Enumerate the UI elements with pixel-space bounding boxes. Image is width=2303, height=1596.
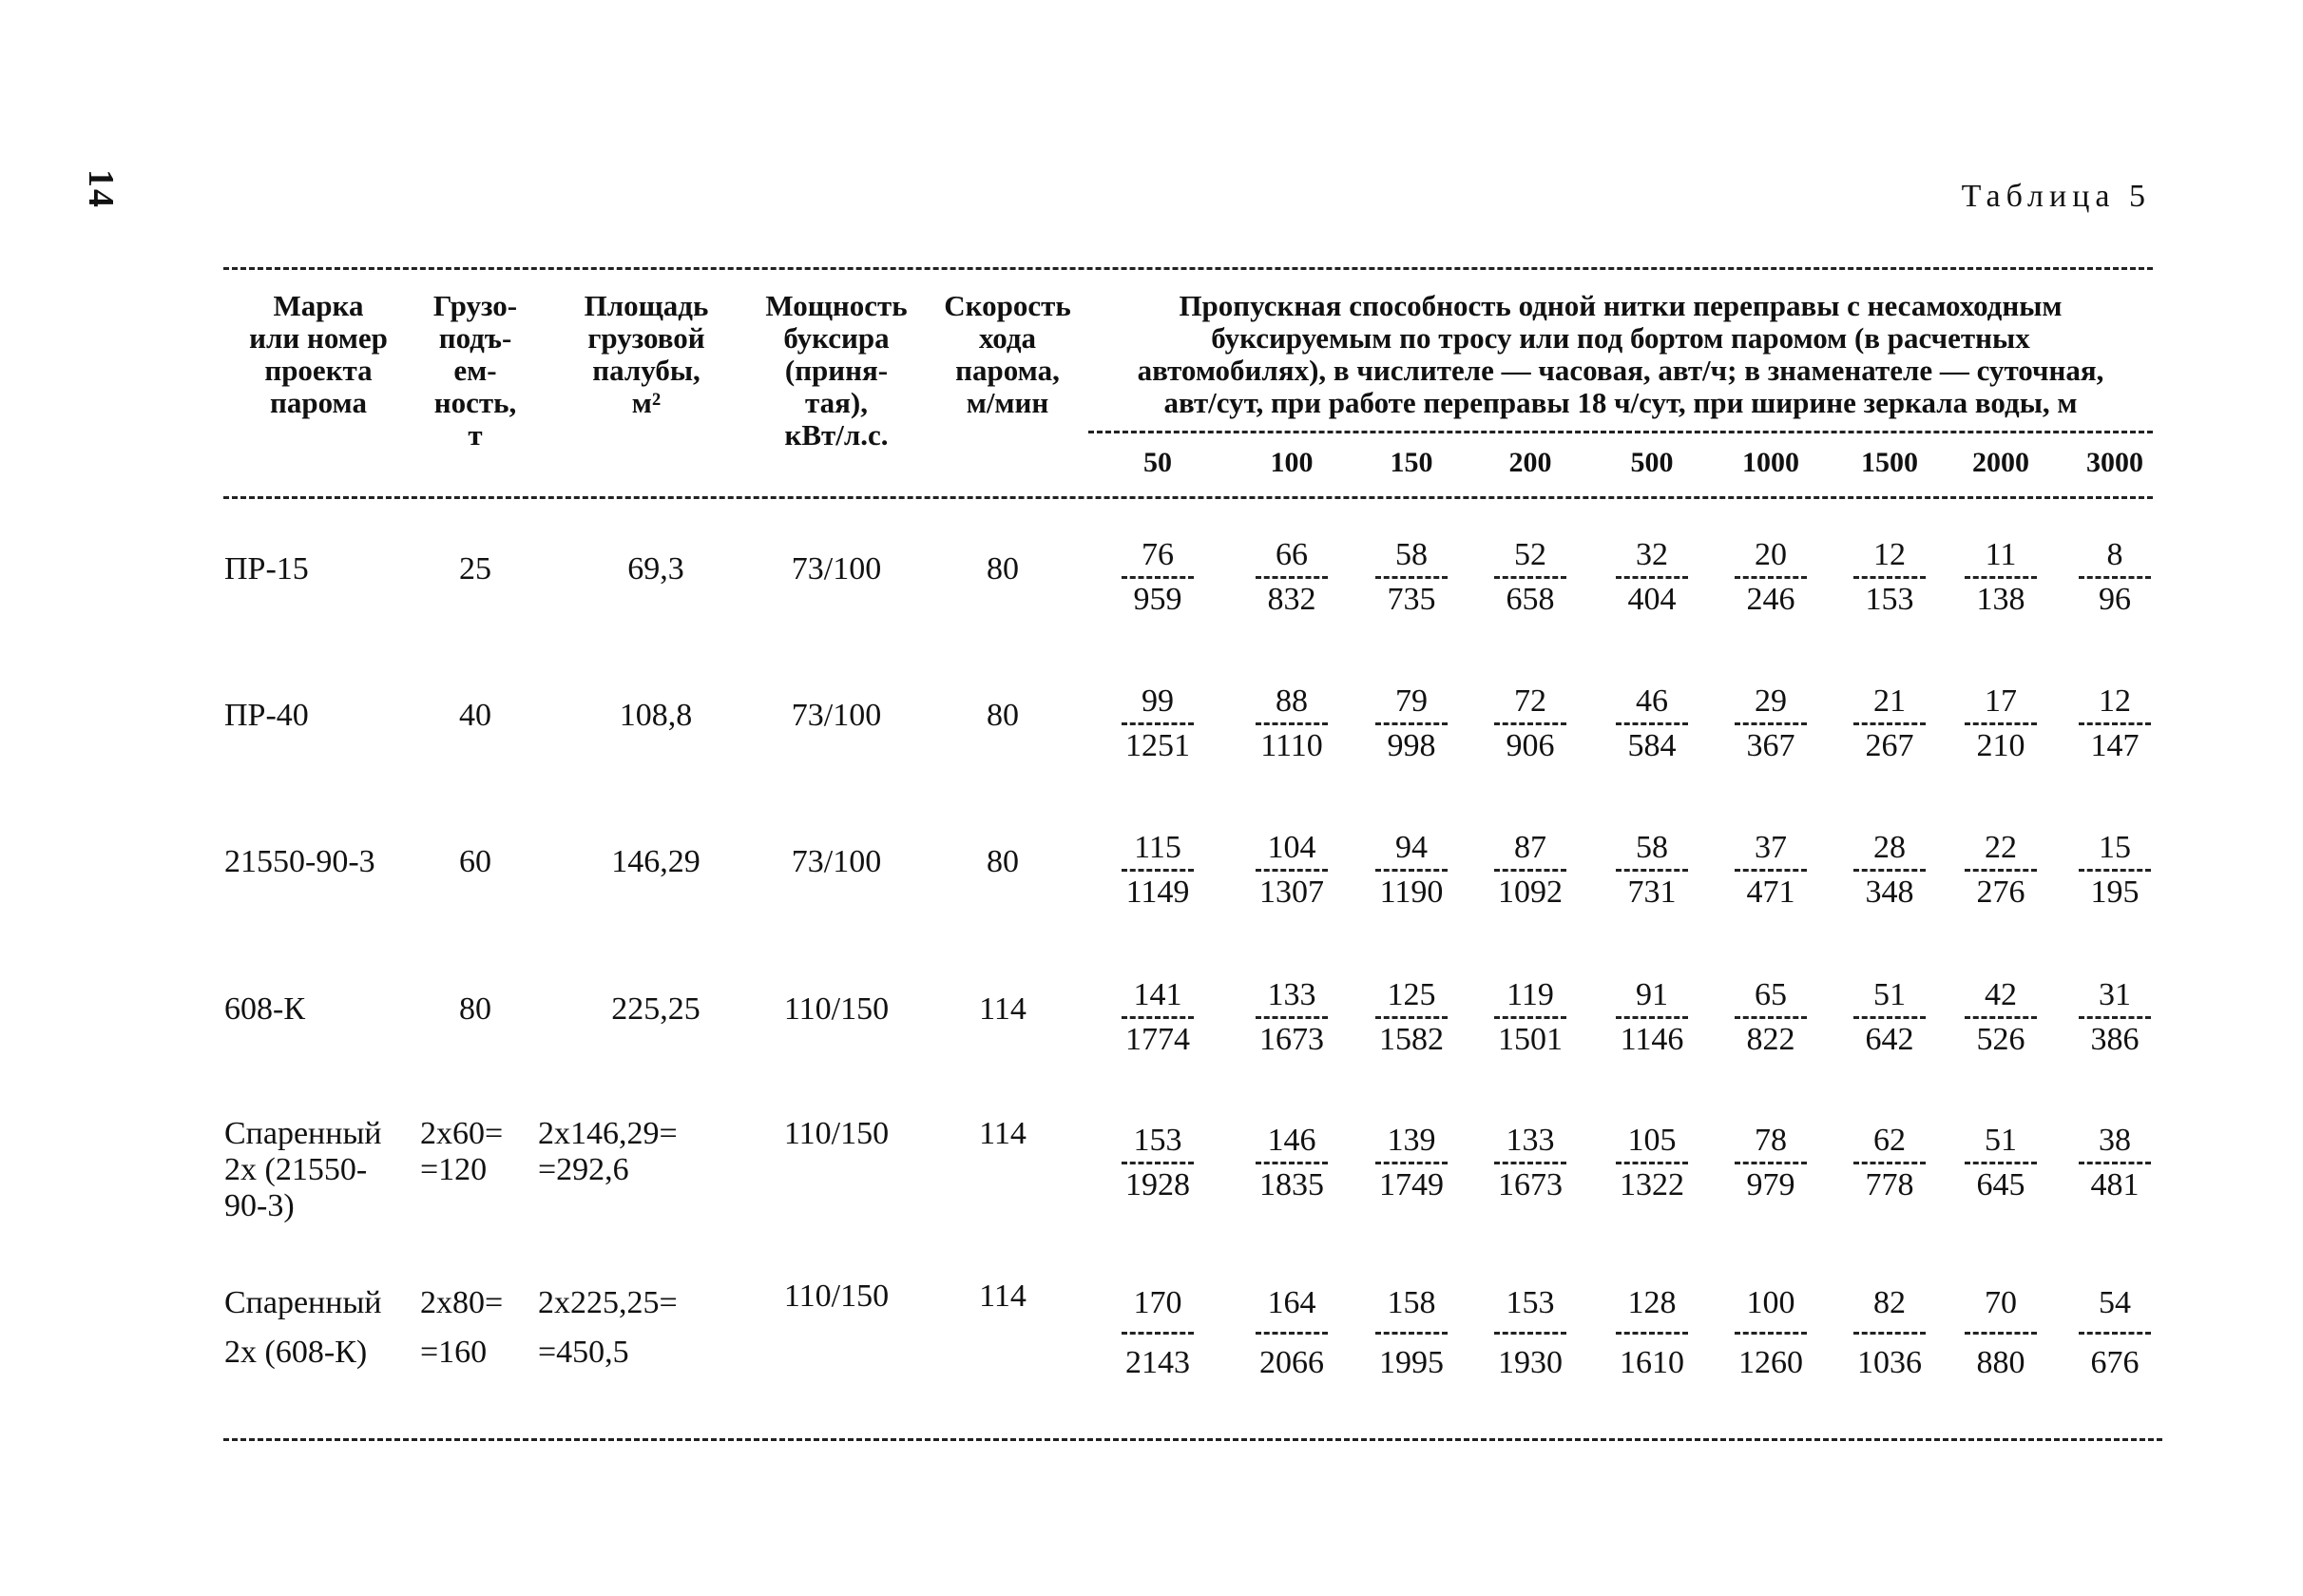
- bottom-rule: [223, 1438, 2162, 1441]
- hourly-value: 164: [1267, 1285, 1316, 1320]
- capacity-fraction: [1718, 1122, 1823, 1204]
- row-name: ПР-15: [224, 551, 309, 586]
- fraction-bar: [1256, 722, 1328, 725]
- fraction-bar: [1494, 1162, 1566, 1164]
- capacity-fraction: [1718, 1284, 1823, 1382]
- capacity-fraction: [1948, 829, 2053, 912]
- capacity-fraction: [1359, 829, 1464, 912]
- fraction-bar: [1375, 1016, 1448, 1019]
- daily-value: 210: [1976, 728, 2025, 763]
- daily-value: 267: [1865, 728, 1914, 763]
- fraction-bar: [1735, 576, 1807, 579]
- fraction-bar: [1256, 1332, 1328, 1335]
- fraction-bar: [1853, 722, 1926, 725]
- capacity-fraction: [1837, 829, 1942, 912]
- hourly-value: 82: [1873, 1285, 1906, 1320]
- capacity-fraction: [1478, 1122, 1583, 1204]
- row-speed: 114: [979, 1116, 1027, 1151]
- capacity-subrule: [1088, 431, 2153, 433]
- row-name: 21550-90-3: [224, 844, 375, 879]
- table-caption: Таблица 5: [1961, 179, 2151, 214]
- capacity-fraction: [1600, 1122, 1704, 1204]
- distance-header: 500: [1630, 447, 1674, 478]
- distance-header: 200: [1508, 447, 1552, 478]
- fraction-bar: [1616, 722, 1688, 725]
- row-name: Спаренный 2х (608-К): [224, 1285, 382, 1370]
- row-gruz: 25: [459, 551, 491, 586]
- fraction-bar: [1256, 1162, 1328, 1164]
- fraction-bar: [1122, 869, 1194, 872]
- fraction-bar: [2079, 1016, 2151, 1019]
- fraction-bar: [1965, 576, 2037, 579]
- capacity-fraction: [1239, 683, 1344, 765]
- capacity-fraction: [1837, 683, 1942, 765]
- fraction-bar: [1965, 869, 2037, 872]
- row-area: 146,29: [611, 844, 700, 879]
- capacity-fraction: [1718, 976, 1823, 1059]
- row-area: 2х225,25= =450,5: [538, 1285, 678, 1370]
- row-power: 73/100: [791, 844, 882, 879]
- hourly-value: 51: [1985, 1123, 2017, 1158]
- daily-value: 1673: [1259, 1022, 1324, 1057]
- fraction-bar: [1375, 869, 1448, 872]
- fraction-bar: [1256, 576, 1328, 579]
- hourly-value: 51: [1873, 977, 1906, 1012]
- fraction-bar: [1494, 722, 1566, 725]
- hourly-value: 12: [2099, 683, 2131, 719]
- fraction-bar: [1256, 1016, 1328, 1019]
- hourly-value: 88: [1276, 683, 1308, 719]
- capacity-fraction: [1837, 536, 1942, 619]
- daily-value: 676: [2090, 1345, 2140, 1380]
- hourly-value: 22: [1985, 830, 2017, 865]
- fraction-bar: [1965, 722, 2037, 725]
- daily-value: 1092: [1498, 875, 1563, 910]
- hourly-value: 153: [1506, 1285, 1555, 1320]
- capacity-fraction: [1600, 683, 1704, 765]
- hourly-value: 79: [1395, 683, 1428, 719]
- capacity-fraction: [2063, 829, 2167, 912]
- row-name: ПР-40: [224, 698, 309, 733]
- hourly-value: 29: [1755, 683, 1787, 719]
- hourly-value: 133: [1267, 977, 1316, 1012]
- page-number: 14: [81, 169, 121, 209]
- hourly-value: 58: [1395, 537, 1428, 572]
- row-area: 69,3: [627, 551, 684, 586]
- hourly-value: 37: [1755, 830, 1787, 865]
- daily-value: 1928: [1125, 1167, 1190, 1202]
- distance-header: 3000: [2086, 447, 2143, 478]
- row-gruz: 40: [459, 698, 491, 733]
- daily-value: 822: [1746, 1022, 1795, 1057]
- capacity-fraction: [1239, 1122, 1344, 1204]
- fraction-bar: [1616, 869, 1688, 872]
- daily-value: 1251: [1125, 728, 1190, 763]
- daily-value: 404: [1627, 582, 1677, 617]
- daily-value: 2066: [1259, 1345, 1324, 1380]
- hourly-value: 76: [1142, 537, 1174, 572]
- capacity-fraction: [1478, 976, 1583, 1059]
- header-speed: Скорость хода парома, м/мин: [944, 289, 1071, 419]
- daily-value: 386: [2090, 1022, 2140, 1057]
- fraction-bar: [1965, 1162, 2037, 1164]
- fraction-bar: [1122, 1016, 1194, 1019]
- daily-value: 526: [1976, 1022, 2025, 1057]
- hourly-value: 32: [1636, 537, 1668, 572]
- row-gruz: 60: [459, 844, 491, 879]
- hourly-value: 100: [1746, 1285, 1795, 1320]
- daily-value: 2143: [1125, 1345, 1190, 1380]
- row-area: 225,25: [611, 991, 700, 1027]
- capacity-fraction: [1837, 976, 1942, 1059]
- header-bottom-rule: [223, 496, 2153, 499]
- daily-value: 998: [1387, 728, 1436, 763]
- hourly-value: 158: [1387, 1285, 1436, 1320]
- row-speed: 80: [987, 698, 1019, 733]
- row-speed: 80: [987, 844, 1019, 879]
- daily-value: 276: [1976, 875, 2025, 910]
- daily-value: 959: [1133, 582, 1182, 617]
- daily-value: 1149: [1125, 875, 1190, 910]
- row-area: 108,8: [619, 698, 693, 733]
- hourly-value: 119: [1507, 977, 1554, 1012]
- fraction-bar: [1853, 1332, 1926, 1335]
- header-marka: Марка или номер проекта парома: [249, 289, 388, 419]
- row-speed: 114: [979, 1279, 1027, 1314]
- fraction-bar: [2079, 722, 2151, 725]
- fraction-bar: [1735, 869, 1807, 872]
- daily-value: 195: [2090, 875, 2140, 910]
- row-power: 73/100: [791, 698, 882, 733]
- hourly-value: 62: [1873, 1123, 1906, 1158]
- daily-value: 1774: [1125, 1022, 1190, 1057]
- fraction-bar: [1853, 576, 1926, 579]
- row-area: 2х146,29= =292,6: [538, 1116, 678, 1187]
- fraction-bar: [1853, 1162, 1926, 1164]
- capacity-fraction: [1105, 536, 1210, 619]
- hourly-value: 139: [1387, 1123, 1436, 1158]
- capacity-fraction: [1837, 1284, 1942, 1382]
- fraction-bar: [1494, 1332, 1566, 1335]
- daily-value: 1835: [1259, 1167, 1324, 1202]
- hourly-value: 146: [1267, 1123, 1316, 1158]
- capacity-fraction: [1359, 536, 1464, 619]
- hourly-value: 170: [1133, 1285, 1182, 1320]
- hourly-value: 104: [1267, 830, 1316, 865]
- daily-value: 1930: [1498, 1345, 1563, 1380]
- fraction-bar: [1122, 1332, 1194, 1335]
- hourly-value: 105: [1627, 1123, 1677, 1158]
- daily-value: 731: [1627, 875, 1677, 910]
- fraction-bar: [1735, 1162, 1807, 1164]
- fraction-bar: [1735, 1016, 1807, 1019]
- hourly-value: 66: [1276, 537, 1308, 572]
- capacity-fraction: [1718, 683, 1823, 765]
- fraction-bar: [2079, 1332, 2151, 1335]
- hourly-value: 17: [1985, 683, 2017, 719]
- top-rule: [223, 267, 2153, 270]
- fraction-bar: [1375, 576, 1448, 579]
- hourly-value: 28: [1873, 830, 1906, 865]
- capacity-fraction: [1948, 976, 2053, 1059]
- header-area: Площадь грузовой палубы, м²: [584, 289, 709, 419]
- daily-value: 246: [1746, 582, 1795, 617]
- daily-value: 880: [1976, 1345, 2025, 1380]
- fraction-bar: [1853, 869, 1926, 872]
- daily-value: 138: [1976, 582, 2025, 617]
- fraction-bar: [1375, 722, 1448, 725]
- hourly-value: 8: [2106, 537, 2123, 572]
- distance-header: 1000: [1742, 447, 1799, 478]
- row-name: 608-К: [224, 991, 305, 1027]
- capacity-fraction: [1105, 1284, 1210, 1382]
- daily-value: 1036: [1857, 1345, 1922, 1380]
- fraction-bar: [1616, 576, 1688, 579]
- hourly-value: 21: [1873, 683, 1906, 719]
- daily-value: 1307: [1259, 875, 1324, 910]
- row-power: 110/150: [783, 1116, 890, 1151]
- fraction-bar: [1256, 869, 1328, 872]
- hourly-value: 78: [1755, 1123, 1787, 1158]
- capacity-fraction: [1105, 976, 1210, 1059]
- row-gruz: 2х60= =120: [420, 1116, 504, 1187]
- hourly-value: 52: [1514, 537, 1546, 572]
- daily-value: 1501: [1498, 1022, 1563, 1057]
- hourly-value: 94: [1395, 830, 1428, 865]
- fraction-bar: [2079, 1162, 2151, 1164]
- fraction-bar: [1122, 1162, 1194, 1164]
- row-power: 110/150: [783, 991, 890, 1027]
- capacity-fraction: [1105, 683, 1210, 765]
- capacity-fraction: [1478, 536, 1583, 619]
- fraction-bar: [1122, 722, 1194, 725]
- row-gruz: 2х80= =160: [420, 1285, 504, 1370]
- capacity-fraction: [1105, 829, 1210, 912]
- daily-value: 735: [1387, 582, 1436, 617]
- hourly-value: 54: [2099, 1285, 2131, 1320]
- daily-value: 96: [2099, 582, 2131, 617]
- hourly-value: 65: [1755, 977, 1787, 1012]
- daily-value: 147: [2090, 728, 2140, 763]
- daily-value: 471: [1746, 875, 1795, 910]
- daily-value: 1322: [1620, 1167, 1684, 1202]
- capacity-fraction: [1948, 683, 2053, 765]
- distance-header: 50: [1143, 447, 1172, 478]
- hourly-value: 141: [1133, 977, 1182, 1012]
- fraction-bar: [1853, 1016, 1926, 1019]
- capacity-fraction: [1359, 1122, 1464, 1204]
- capacity-fraction: [1239, 976, 1344, 1059]
- fraction-bar: [1375, 1162, 1448, 1164]
- fraction-bar: [1965, 1332, 2037, 1335]
- daily-value: 153: [1865, 582, 1914, 617]
- daily-value: 1995: [1379, 1345, 1444, 1380]
- daily-value: 348: [1865, 875, 1914, 910]
- header-power: Мощность буксира (приня- тая), кВт/л.с.: [765, 289, 908, 452]
- row-name: Спаренный 2х (21550- 90-3): [224, 1116, 382, 1223]
- fraction-bar: [1494, 576, 1566, 579]
- hourly-value: 31: [2099, 977, 2131, 1012]
- capacity-fraction: [1718, 829, 1823, 912]
- hourly-value: 12: [1873, 537, 1906, 572]
- capacity-fraction: [1105, 1122, 1210, 1204]
- capacity-fraction: [1478, 1284, 1583, 1382]
- capacity-fraction: [1600, 829, 1704, 912]
- hourly-value: 72: [1514, 683, 1546, 719]
- capacity-fraction: [1239, 829, 1344, 912]
- daily-value: 658: [1506, 582, 1555, 617]
- capacity-fraction: [1600, 1284, 1704, 1382]
- daily-value: 1110: [1260, 728, 1323, 763]
- fraction-bar: [2079, 576, 2151, 579]
- hourly-value: 153: [1133, 1123, 1182, 1158]
- hourly-value: 11: [1985, 537, 2017, 572]
- fraction-bar: [1122, 576, 1194, 579]
- daily-value: 906: [1506, 728, 1555, 763]
- capacity-fraction: [1359, 976, 1464, 1059]
- capacity-fraction: [1239, 1284, 1344, 1382]
- header-gruz: Грузо- подъ- ем- ность, т: [432, 289, 518, 452]
- daily-value: 832: [1267, 582, 1316, 617]
- capacity-fraction: [1359, 683, 1464, 765]
- fraction-bar: [1375, 1332, 1448, 1335]
- capacity-fraction: [1600, 976, 1704, 1059]
- hourly-value: 70: [1985, 1285, 2017, 1320]
- capacity-fraction: [2063, 683, 2167, 765]
- hourly-value: 128: [1627, 1285, 1677, 1320]
- fraction-bar: [1494, 869, 1566, 872]
- capacity-fraction: [1837, 1122, 1942, 1204]
- hourly-value: 133: [1506, 1123, 1555, 1158]
- capacity-fraction: [2063, 1122, 2167, 1204]
- capacity-fraction: [1948, 1284, 2053, 1382]
- daily-value: 584: [1627, 728, 1677, 763]
- daily-value: 1260: [1738, 1345, 1803, 1380]
- fraction-bar: [2079, 869, 2151, 872]
- hourly-value: 20: [1755, 537, 1787, 572]
- hourly-value: 42: [1985, 977, 2017, 1012]
- distance-header: 150: [1390, 447, 1433, 478]
- hourly-value: 91: [1636, 977, 1668, 1012]
- row-power: 110/150: [783, 1279, 890, 1314]
- daily-value: 367: [1746, 728, 1795, 763]
- row-speed: 80: [987, 551, 1019, 586]
- fraction-bar: [1616, 1016, 1688, 1019]
- fraction-bar: [1494, 1016, 1566, 1019]
- row-power: 73/100: [791, 551, 882, 586]
- capacity-fraction: [1948, 536, 2053, 619]
- daily-value: 778: [1865, 1167, 1914, 1202]
- hourly-value: 58: [1636, 830, 1668, 865]
- daily-value: 645: [1976, 1167, 2025, 1202]
- hourly-value: 87: [1514, 830, 1546, 865]
- hourly-value: 125: [1387, 977, 1436, 1012]
- capacity-fraction: [1948, 1122, 2053, 1204]
- daily-value: 979: [1746, 1167, 1795, 1202]
- daily-value: 1582: [1379, 1022, 1444, 1057]
- capacity-fraction: [2063, 976, 2167, 1059]
- hourly-value: 15: [2099, 830, 2131, 865]
- capacity-fraction: [1478, 829, 1583, 912]
- daily-value: 642: [1865, 1022, 1914, 1057]
- capacity-fraction: [1239, 536, 1344, 619]
- fraction-bar: [1616, 1332, 1688, 1335]
- header-capacity: Пропускная способность одной нитки переправы с несамоходным буксируемым по тросу или под бортом паромом (в расчетных автомобилях), в числителе — часовая, авт/ч; в знаменателе — суточная, авт/сут, при работе переправы 18 ч/сут, при ширине зеркала воды, м: [1137, 289, 2104, 419]
- distance-header: 100: [1270, 447, 1314, 478]
- hourly-value: 46: [1636, 683, 1668, 719]
- hourly-value: 99: [1142, 683, 1174, 719]
- distance-header: 2000: [1972, 447, 2029, 478]
- fraction-bar: [1735, 1332, 1807, 1335]
- hourly-value: 38: [2099, 1123, 2131, 1158]
- daily-value: 481: [2090, 1167, 2140, 1202]
- hourly-value: 115: [1134, 830, 1181, 865]
- daily-value: 1673: [1498, 1167, 1563, 1202]
- daily-value: 1146: [1620, 1022, 1684, 1057]
- capacity-fraction: [2063, 536, 2167, 619]
- capacity-fraction: [1600, 536, 1704, 619]
- daily-value: 1749: [1379, 1167, 1444, 1202]
- fraction-bar: [1616, 1162, 1688, 1164]
- row-gruz: 80: [459, 991, 491, 1027]
- fraction-bar: [1965, 1016, 2037, 1019]
- daily-value: 1610: [1620, 1345, 1684, 1380]
- capacity-fraction: [2063, 1284, 2167, 1382]
- fraction-bar: [1735, 722, 1807, 725]
- capacity-fraction: [1478, 683, 1583, 765]
- distance-header: 1500: [1861, 447, 1918, 478]
- capacity-fraction: [1718, 536, 1823, 619]
- row-speed: 114: [979, 991, 1027, 1027]
- capacity-fraction: [1359, 1284, 1464, 1382]
- daily-value: 1190: [1379, 875, 1444, 910]
